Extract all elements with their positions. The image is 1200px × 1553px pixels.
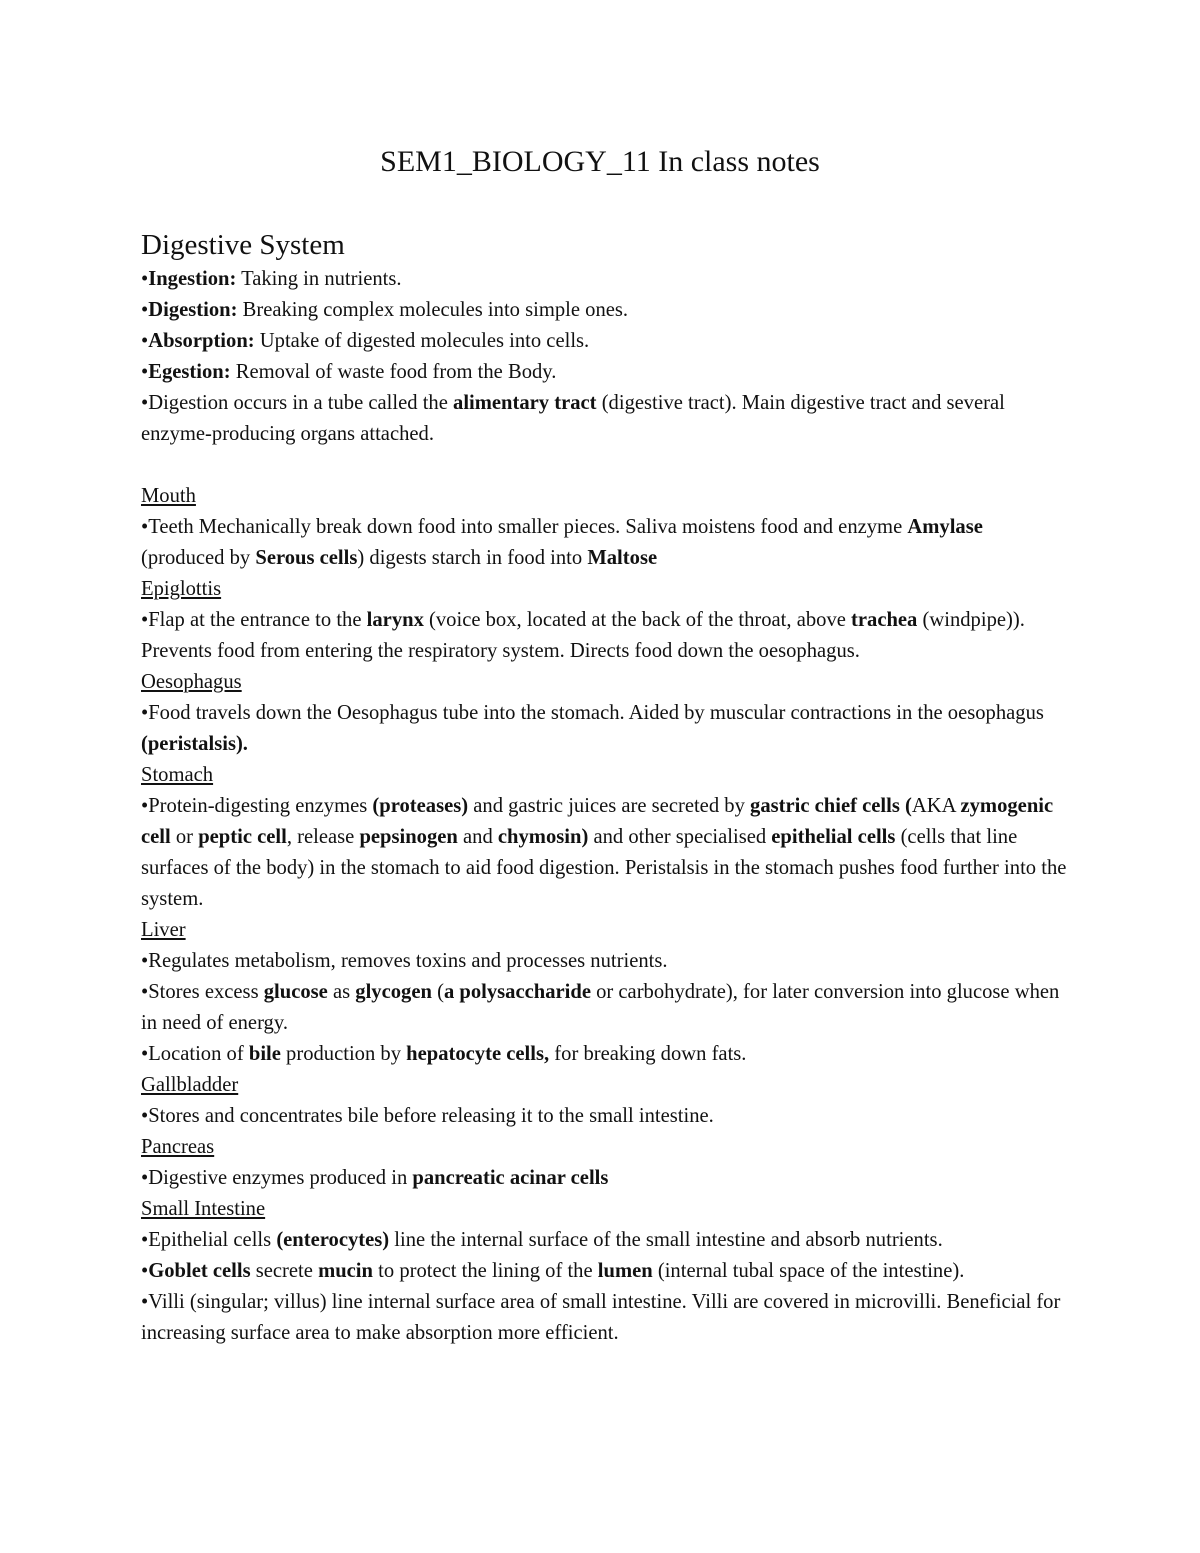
text-run: Removal of waste food from the Body. <box>230 361 557 383</box>
text-run: production by <box>280 1043 407 1065</box>
text-run: •Stores and concentrates bile before releasing it to the small intestine. <box>141 1105 714 1127</box>
bold-term: Maltose <box>587 547 658 569</box>
bold-term: Serous cells <box>255 547 358 569</box>
text-run: •Flap at the entrance to the <box>141 609 367 631</box>
bold-term: (peristalsis). <box>141 733 248 755</box>
bullet-paragraph <box>141 605 1071 667</box>
bold-term: epithelial cells <box>771 826 896 848</box>
text-run: •Epithelial cells <box>141 1229 277 1251</box>
intro-bullet <box>141 264 1071 295</box>
bullet-paragraph <box>141 1225 1071 1256</box>
text-run: •Food travels down the Oesophagus tube into the stomach. Aided by muscular contractions in the oesophagus <box>141 702 1044 724</box>
text-run: •Location of <box>141 1043 249 1065</box>
text-run: Taking in nutrients. <box>236 268 402 290</box>
bullet-paragraph <box>141 1287 1071 1349</box>
bold-term: Digestion: <box>148 299 238 321</box>
bold-term: glycogen <box>355 981 432 1003</box>
bold-term: Absorption: <box>148 330 255 352</box>
text-run: AKA <box>911 795 961 817</box>
bold-term: larynx <box>366 609 424 631</box>
text-run: (cells that line surfaces of the body) in the stomach to aid food digestion. Peristalsis in the stomach pushes food further into the system. <box>141 826 1067 910</box>
text-run: and gastric juices are secreted by <box>468 795 751 817</box>
text-run: and <box>457 826 498 848</box>
bold-term: Amylase <box>907 516 983 538</box>
section-heading: Gallbladder <box>141 1074 239 1096</box>
text-run: •Regulates metabolism, removes toxins and processes nutrients. <box>141 950 668 972</box>
bullet-paragraph <box>141 1039 1071 1070</box>
intro-bullet <box>141 357 1071 388</box>
bold-term: a polysaccharide <box>443 981 591 1003</box>
bold-term: Ingestion: <box>148 268 237 290</box>
intro-bullet <box>141 388 1071 450</box>
text-run: secrete <box>250 1260 319 1282</box>
section-title: Digestive System <box>141 229 345 261</box>
text-run: (digestive tract). Main digestive tract and several enzyme-producing organs attached. <box>141 392 1005 445</box>
bullet-paragraph <box>141 946 1071 977</box>
text-run: ( <box>431 981 444 1003</box>
text-run: (voice box, located at the back of the throat, above <box>423 609 852 631</box>
section-heading: Liver <box>141 919 186 941</box>
text-run: • <box>141 299 149 321</box>
text-run: •Protein-digesting enzymes <box>141 795 373 817</box>
bold-term: gastric chief cells <box>750 795 900 817</box>
bullet-paragraph <box>141 1256 1071 1287</box>
paragraph-spacer <box>141 450 1071 481</box>
bullet-paragraph <box>141 791 1071 915</box>
text-run: •Villi (singular; villus) line internal surface area of small intestine. Villi are covered in microvilli. Beneficial for increasing surface area to make absorption more efficient. <box>141 1291 1061 1344</box>
bold-term: mucin <box>318 1260 373 1282</box>
bold-term: lumen <box>597 1260 653 1282</box>
text-run: • <box>141 1260 149 1282</box>
text-run: • <box>141 330 149 352</box>
text-run: ) digests starch in food into <box>357 547 588 569</box>
bold-term: glucose <box>263 981 328 1003</box>
intro-bullet <box>141 295 1071 326</box>
bullet-paragraph <box>141 698 1071 760</box>
text-run: Uptake of digested molecules into cells. <box>254 330 590 352</box>
bullet-paragraph <box>141 1163 1071 1194</box>
document-body <box>141 226 1071 1349</box>
bold-term: Egestion: <box>148 361 231 383</box>
bullet-paragraph <box>141 1101 1071 1132</box>
bold-term: hepatocyte cells, <box>406 1043 550 1065</box>
bullet-paragraph <box>141 977 1071 1039</box>
bold-term: chymosin) <box>497 826 589 848</box>
text-run: •Stores excess <box>141 981 264 1003</box>
bold-term: (proteases) <box>372 795 469 817</box>
text-run: , release <box>286 826 360 848</box>
intro-list <box>141 264 1071 450</box>
section-heading: Mouth <box>141 485 196 507</box>
text-run: Breaking complex molecules into simple ones. <box>237 299 629 321</box>
organ-sections <box>141 481 1071 1349</box>
bold-term: zymogenic cell <box>141 795 1054 848</box>
section-heading: Oesophagus <box>141 671 242 693</box>
bold-term: alimentary tract <box>453 392 597 414</box>
intro-bullet <box>141 326 1071 357</box>
bold-term: pancreatic acinar cells <box>412 1167 609 1189</box>
bullet-paragraph <box>141 512 1071 574</box>
text-run: and other specialised <box>588 826 772 848</box>
text-run: as <box>327 981 356 1003</box>
text-run: • <box>141 361 149 383</box>
bold-term: peptic cell <box>198 826 287 848</box>
bold-term: ( <box>905 795 912 817</box>
bold-term: Goblet cells <box>148 1260 251 1282</box>
text-run: • <box>141 268 149 290</box>
text-run: to protect the lining of the <box>373 1260 598 1282</box>
text-run: (produced by <box>141 547 256 569</box>
section-heading: Stomach <box>141 764 214 786</box>
section-heading: Epiglottis <box>141 578 222 600</box>
bold-term: (enterocytes) <box>276 1229 390 1251</box>
text-run: (windpipe)). Prevents food from entering the respiratory system. Directs food down the oesophagus. <box>141 609 1025 662</box>
bold-term: bile <box>248 1043 281 1065</box>
section-heading: Pancreas <box>141 1136 215 1158</box>
document-title: SEM1_BIOLOGY_11 In class notes <box>380 145 820 178</box>
text-run: or carbohydrate), for later conversion into glucose when in need of energy. <box>141 981 1060 1034</box>
bold-term: pepsinogen <box>359 826 458 848</box>
text-run: •Digestive enzymes produced in <box>141 1167 413 1189</box>
text-run: (internal tubal space of the intestine). <box>652 1260 965 1282</box>
bold-term: trachea <box>851 609 918 631</box>
text-run: •Teeth Mechanically break down food into smaller pieces. Saliva moistens food and enzyme <box>141 516 908 538</box>
text-run: line the internal surface of the small intestine and absorb nutrients. <box>389 1229 943 1251</box>
text-run: •Digestion occurs in a tube called the <box>141 392 454 414</box>
text-run: for breaking down fats. <box>549 1043 747 1065</box>
section-heading: Small Intestine <box>141 1198 266 1220</box>
text-run: or <box>170 826 199 848</box>
